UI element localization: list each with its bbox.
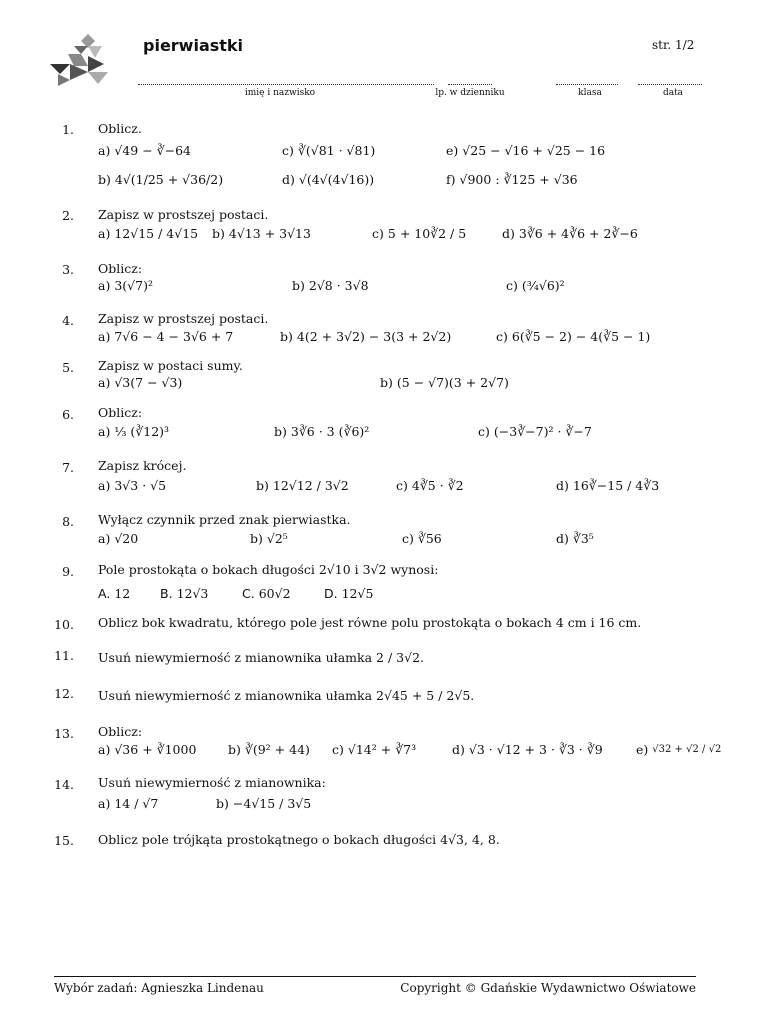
problem-item: c) ∛56 [402,531,442,546]
problem-item: b) √2⁵ [250,531,288,546]
problem-item: b) 2√8 · 3√8 [292,278,369,293]
class-label: klasa [578,88,602,98]
problem-title: Oblicz bok kwadratu, którego pole jest równe polu prostokąta o bokach 4 cm i 16 cm. [98,615,642,630]
problem-item: a) ⅓ (∛12)³ [98,424,170,439]
problem-item: a) 3√3 · √5 [98,478,167,493]
problem-item: a) 7√6 − 4 − 3√6 + 7 [98,329,234,344]
problem-number: 8. [62,514,74,529]
name-field-line[interactable] [138,70,434,85]
problem-item: c) ∛(√81 · √81) [282,143,376,158]
problem-title: Oblicz. [98,121,142,136]
problem-item: a) 14 / √7 [98,796,159,811]
class-field-line[interactable] [556,70,618,85]
problem-title: Oblicz: [98,261,143,276]
name-label: imię i nazwisko [244,88,316,98]
footer-copyright: Copyright © Gdańskie Wydawnictwo Oświatowe [400,981,696,995]
class-number-label: lp. w dzienniku [435,88,505,98]
problem-item: d) √(4√(4√16)) [282,172,375,187]
problem-item: c) 5 + 10∛2 / 5 [372,226,467,241]
footer-divider [54,976,696,977]
problem-item: b) 3∛6 · 3 (∛6)² [274,424,370,439]
problem-item: b) 4(2 + 3√2) − 3(3 + 2√2) [280,329,452,344]
problem-number: 12. [54,686,74,701]
problem-item: a) √3(7 − √3) [98,375,183,390]
problem-number: 7. [62,460,74,475]
answer-option: D. 12√5 [324,586,374,601]
problem-title: Zapisz w prostszej postaci. [98,207,269,222]
publisher-logo [48,34,114,88]
problem-title-with-fraction: Usuń niewymierność z mianownika ułamka 2√45 + 5 / 2√5. [98,688,475,703]
problem-number: 5. [62,360,74,375]
problem-title: Pole prostokąta o bokach długości 2√10 i 3√2 wynosi: [98,562,439,577]
problem-title: Usuń niewymierność z mianownika: [98,775,326,790]
problem-item: c) 4∛5 · ∛2 [396,478,464,493]
problem-number: 10. [54,617,74,632]
page-number: str. 1/2 [652,38,695,52]
problem-title: Zapisz krócej. [98,458,187,473]
footer-author: Wybór zadań: Agnieszka Lindenau [54,981,264,995]
problem-number: 6. [62,407,74,422]
problem-number: 15. [54,833,74,848]
problem-number: 9. [62,564,74,579]
problem-title: Zapisz w postaci sumy. [98,358,243,373]
problem-item: b) 4√13 + 3√13 [212,226,311,241]
problem-item: b) ∛(9² + 44) [228,742,310,757]
page-title: pierwiastki [143,36,244,55]
answer-option: A. 12 [98,586,131,601]
problem-number: 2. [62,208,74,223]
problem-item: c) (−3∛−7)² · ∛−7 [478,424,592,439]
problem-title-with-fraction: Usuń niewymierność z mianownika ułamka 2 / 3√2. [98,650,425,665]
problem-number: 13. [54,726,74,741]
problem-item: d) √3 · √12 + 3 · ∛3 · ∛9 [452,742,603,757]
problem-item: b) −4√15 / 3√5 [216,796,312,811]
problem-title: Oblicz: [98,405,143,420]
problem-item: a) √36 + ∛1000 [98,742,197,757]
answer-option: B. 12√3 [160,586,209,601]
problem-title: Oblicz pole trójkąta prostokątnego o bokach długości 4√3, 4, 8. [98,832,500,847]
problem-item: d) ∛3⁵ [556,531,594,546]
problem-title: Wyłącz czynnik przed znak pierwiastka. [98,512,351,527]
date-field-line[interactable] [638,70,702,85]
problem-number: 14. [54,777,74,792]
problem-item: c) 6(∛5 − 2) − 4(∛5 − 1) [496,329,651,344]
problem-number: 1. [62,122,74,137]
problem-number: 4. [62,313,74,328]
problem-item: f) √900 : ∛125 + √36 [446,172,578,187]
problem-item: c) √14² + ∛7³ [332,742,417,757]
problem-item: c) (¾√6)² [506,278,565,293]
problem-item: b) 12√12 / 3√2 [256,478,349,493]
problem-title: Oblicz: [98,724,143,739]
problem-number: 3. [62,262,74,277]
problem-item: d) 16∛−15 / 4∛3 [556,478,660,493]
problem-item: b) (5 − √7)(3 + 2√7) [380,375,509,390]
problem-item: d) 3∛6 + 4∛6 + 2∛−6 [502,226,638,241]
problem-item: e) √25 − √16 + √25 − 16 [446,143,606,158]
problem-item: a) √20 [98,531,139,546]
problem-title: Zapisz w prostszej postaci. [98,311,269,326]
problem-item: b) 4√(1/25 + √36/2) [98,172,224,187]
date-label: data [662,88,684,98]
answer-option: C. 60√2 [242,586,291,601]
problem-number: 11. [54,648,74,663]
problem-item: a) √49 − ∛−64 [98,143,191,158]
problem-item: a) 3(√7)² [98,278,153,293]
problem-item: e) √32 + √2 / √2 [636,742,722,757]
class-number-field-line[interactable] [448,70,492,85]
problem-item: a) 12√15 / 4√15 [98,226,199,241]
